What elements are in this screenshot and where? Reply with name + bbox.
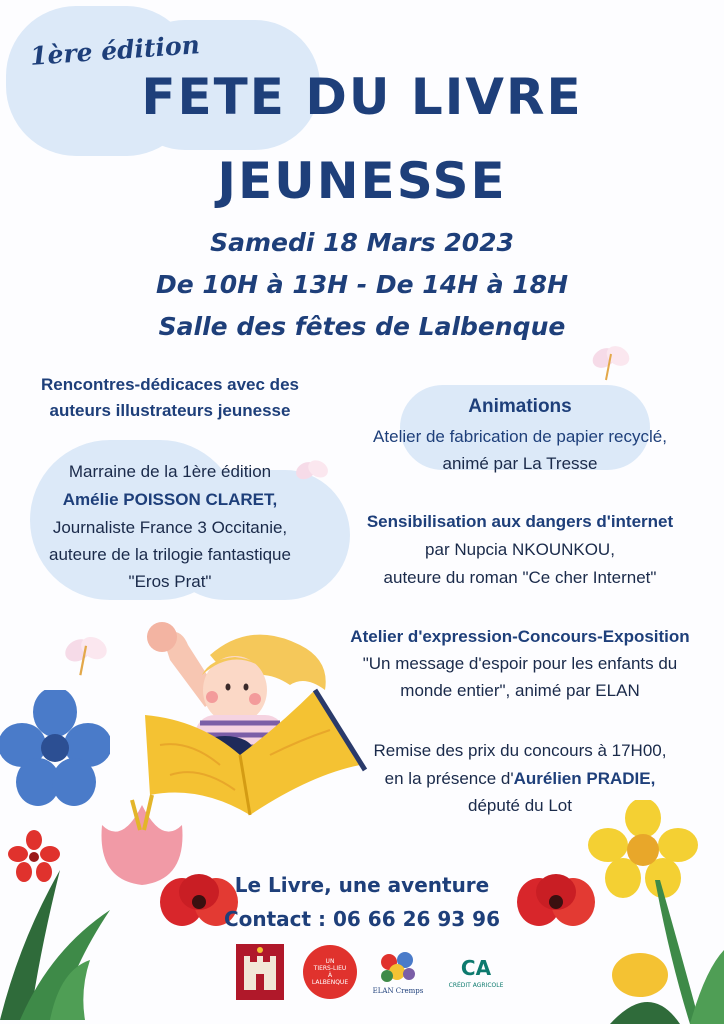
- elan-label: ELAN Cremps: [372, 986, 424, 995]
- credit-agricole-logo: [436, 942, 516, 1002]
- marraine-name: Amélie POISSON CLARET,: [62, 490, 278, 509]
- ca-mark: CA: [460, 955, 492, 980]
- atelier1-line2: animé par La Tresse: [442, 454, 598, 473]
- expression-title: Atelier d'expression-Concours-Exposition: [350, 627, 690, 646]
- tiers-lieu-logo: UN TIERS-LIEU À LALBENQUE: [300, 942, 360, 1002]
- intro-line1: Rencontres-dédicaces avec des: [41, 375, 299, 394]
- prix-line2-prefix: en la présence d': [384, 769, 514, 788]
- prix-line1: Remise des prix du concours à 17H00,: [373, 741, 667, 760]
- credit-agricole-label: CRÉDIT AGRICOLE: [448, 981, 504, 989]
- lalbenque-coat-of-arms-logo: [230, 942, 290, 1002]
- sensibilisation-line2: par Nupcia NKOUNKOU,: [425, 540, 615, 559]
- title-line1: FETE DU LIVRE: [141, 68, 583, 126]
- sensibilisation-title: Sensibilisation aux dangers d'internet: [366, 512, 674, 531]
- butterfly-icon: [588, 340, 634, 386]
- marraine-line4: auteure de la trilogie fantastique: [49, 545, 291, 564]
- slogan: Le Livre, une aventure: [234, 873, 490, 897]
- prix-line2: [330, 766, 710, 792]
- marraine-line3: Journaliste France 3 Occitanie,: [52, 518, 288, 537]
- sensibilisation-line3: auteure du roman "Ce cher Internet": [383, 568, 657, 587]
- right-grass-illustration: [610, 880, 724, 1024]
- atelier1-line1: Atelier de fabrication de papier recyclé,: [373, 427, 667, 446]
- marraine-line1: Marraine de la 1ère édition: [68, 462, 272, 481]
- animations-title: Animations: [468, 396, 572, 417]
- intro-line2: auteurs illustrateurs jeunesse: [49, 401, 291, 420]
- expression-line3: monde entier", animé par ELAN: [400, 681, 640, 700]
- prix-line3: député du Lot: [468, 796, 572, 815]
- event-hours: De 10H à 13H - De 14H à 18H: [155, 270, 568, 299]
- marraine-line5: "Eros Prat": [128, 572, 212, 591]
- event-venue: Salle des fêtes de Lalbenque: [158, 312, 566, 341]
- elan-cremps-logo: [368, 942, 428, 1002]
- event-date: Samedi 18 Mars 2023: [210, 228, 514, 257]
- contact-phone: Contact : 06 66 26 93 96: [223, 907, 501, 931]
- prix-line2-name: Aurélien PRADIE,: [513, 769, 656, 788]
- expression-line2: "Un message d'espoir pour les enfants du: [362, 654, 678, 673]
- edition-label: 1ère édition: [29, 30, 201, 71]
- butterfly-icon: [60, 630, 112, 682]
- title-line2: JEUNESSE: [217, 152, 507, 210]
